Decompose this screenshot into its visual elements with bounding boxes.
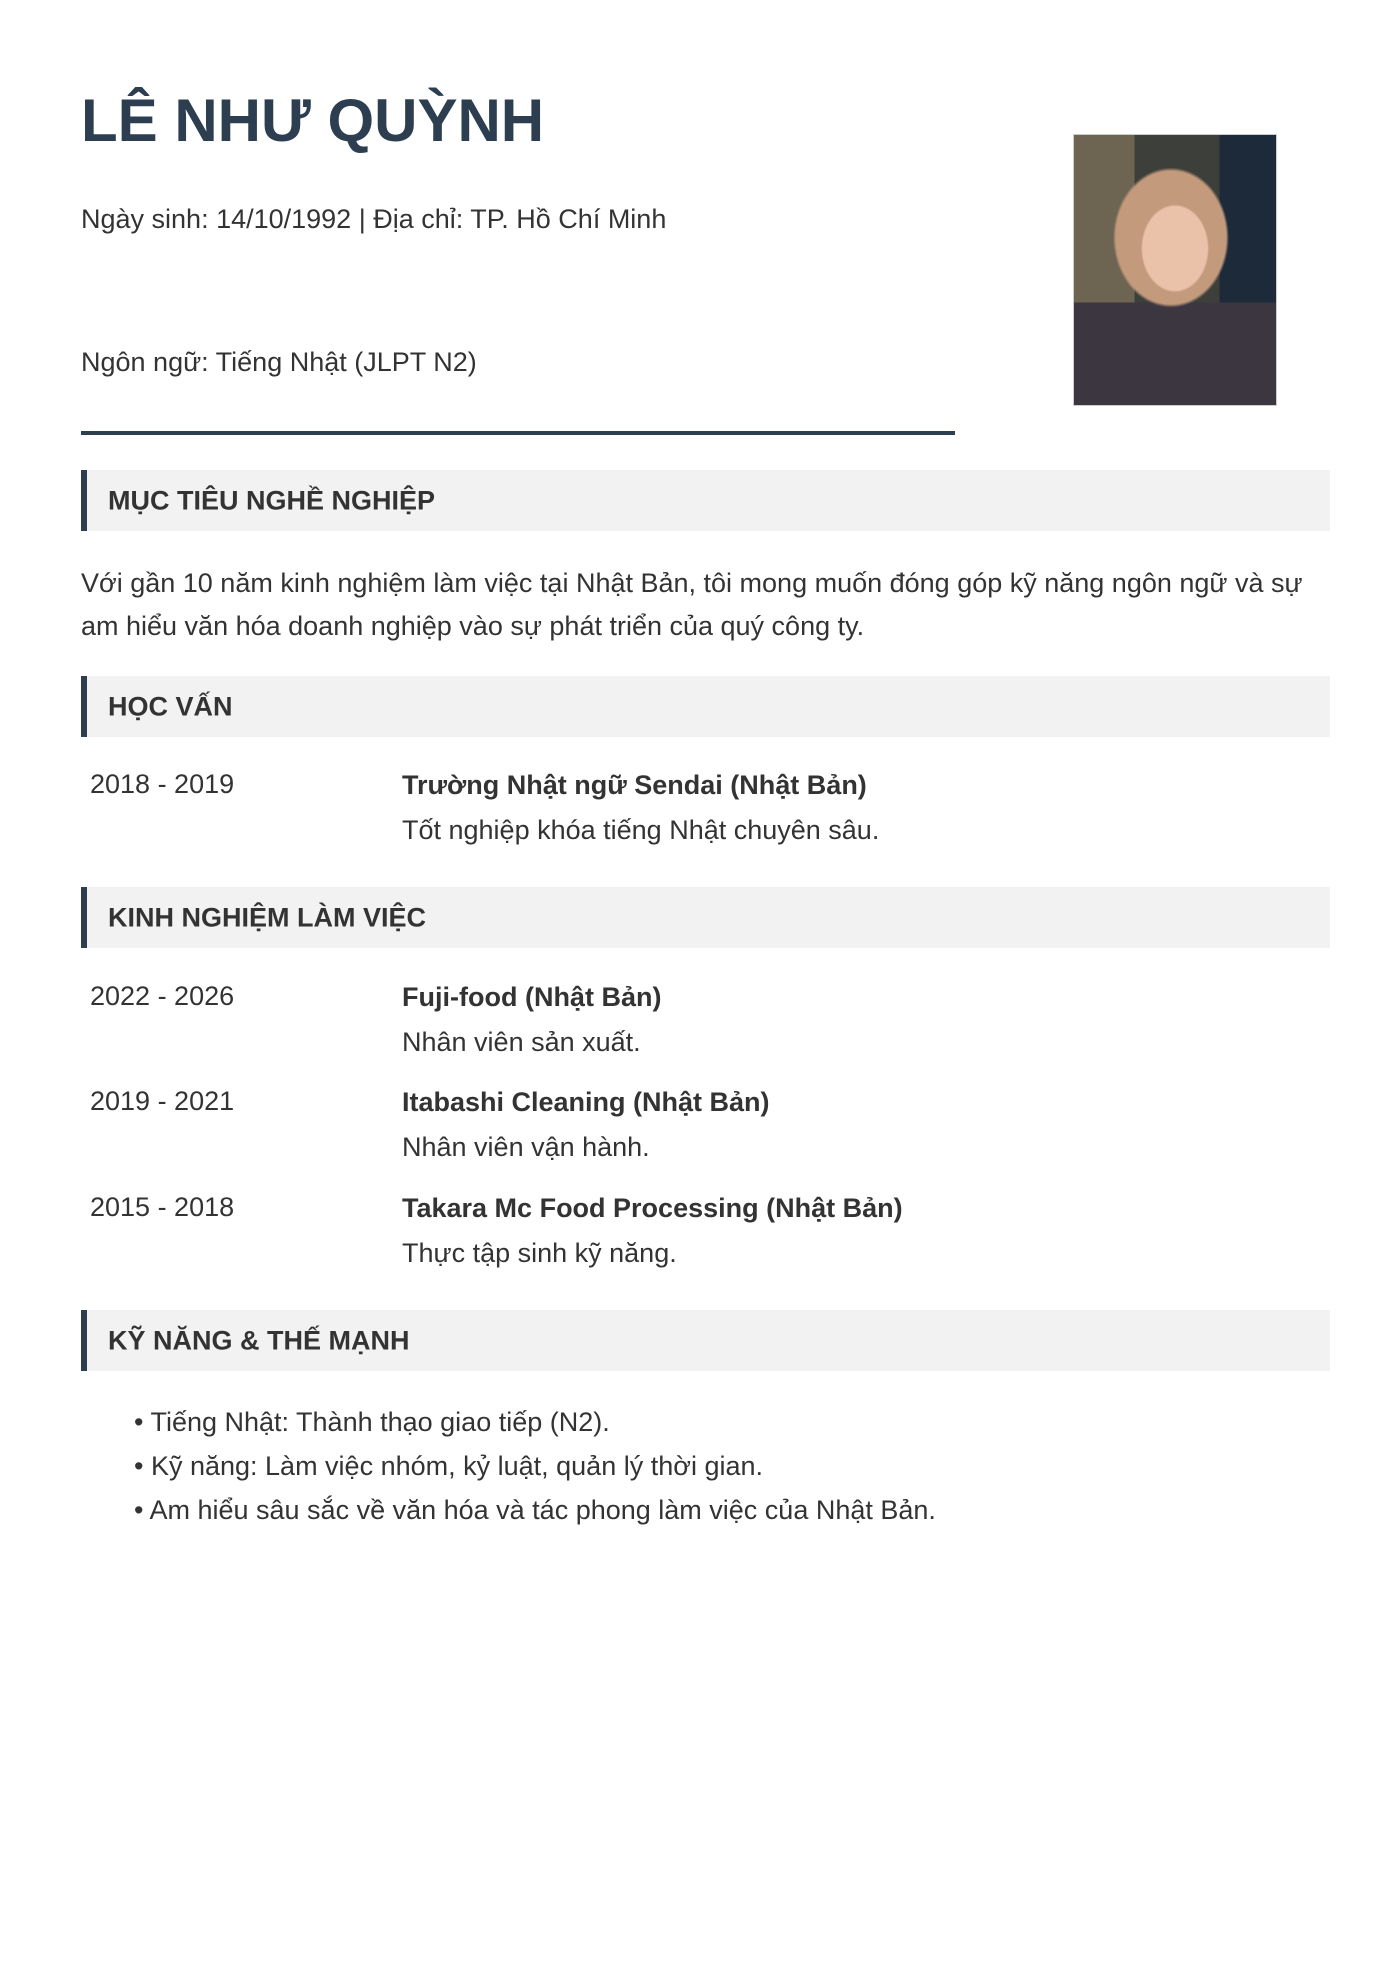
job-period: 2015 - 2018: [90, 1192, 235, 1222]
entry-title: Fuji-food (Nhật Bản): [402, 982, 662, 1012]
entry-desc: Nhân viên sản xuất.: [402, 1027, 641, 1057]
entry-title: Itabashi Cleaning (Nhật Bản): [402, 1087, 770, 1117]
entry-title: Takara Mc Food Processing (Nhật Bản): [402, 1193, 903, 1223]
candidate-name: LÊ NHƯ QUỲNH: [81, 87, 545, 154]
skills-list: [134, 1400, 936, 1532]
skill-item: • Kỹ năng: Làm việc nhóm, kỷ luật, quản lý thời gian.: [134, 1451, 763, 1481]
header-divider: [81, 431, 955, 435]
section-title: KỸ NĂNG & THẾ MẠNH: [108, 1325, 410, 1355]
entry-desc: Nhân viên vận hành.: [402, 1132, 650, 1162]
education-period: 2018 - 2019: [90, 769, 235, 799]
education-entry: [402, 763, 879, 853]
section-header-experience: [81, 887, 1330, 948]
job-entry: [402, 975, 661, 1065]
section-header-education: [81, 676, 1330, 737]
skill-item: • Am hiểu sâu sắc về văn hóa và tác phong làm việc của Nhật Bản.: [134, 1495, 936, 1525]
job-entry: [402, 1080, 770, 1170]
profile-photo: [1073, 134, 1277, 406]
section-title: MỤC TIÊU NGHỀ NGHIỆP: [108, 485, 436, 515]
entry-desc: Thực tập sinh kỹ năng.: [402, 1238, 677, 1268]
entry-title: Trường Nhật ngữ Sendai (Nhật Bản): [402, 770, 867, 800]
section-title: KINH NGHIỆM LÀM VIỆC: [108, 902, 427, 932]
section-title: HỌC VẤN: [108, 691, 233, 721]
entry-desc: Tốt nghiệp khóa tiếng Nhật chuyên sâu.: [402, 815, 880, 845]
job-period: 2022 - 2026: [90, 981, 235, 1011]
skill-item: • Tiếng Nhật: Thành thạo giao tiếp (N2).: [134, 1407, 610, 1437]
personal-info: Ngày sinh: 14/10/1992 | Địa chỉ: TP. Hồ Chí Minh: [81, 204, 667, 234]
section-header-skills: [81, 1310, 1330, 1371]
objective-text: Với gần 10 năm kinh nghiệm làm việc tại Nhật Bản, tôi mong muốn đóng góp kỹ năng ngôn ngữ và sự am hiểu văn hóa doanh nghiệp vào sự phát triển của quý công ty.: [81, 568, 1303, 641]
job-entry: [402, 1186, 903, 1276]
section-header-objective: [81, 470, 1330, 531]
language-info: Ngôn ngữ: Tiếng Nhật (JLPT N2): [81, 347, 477, 377]
job-period: 2019 - 2021: [90, 1086, 235, 1116]
